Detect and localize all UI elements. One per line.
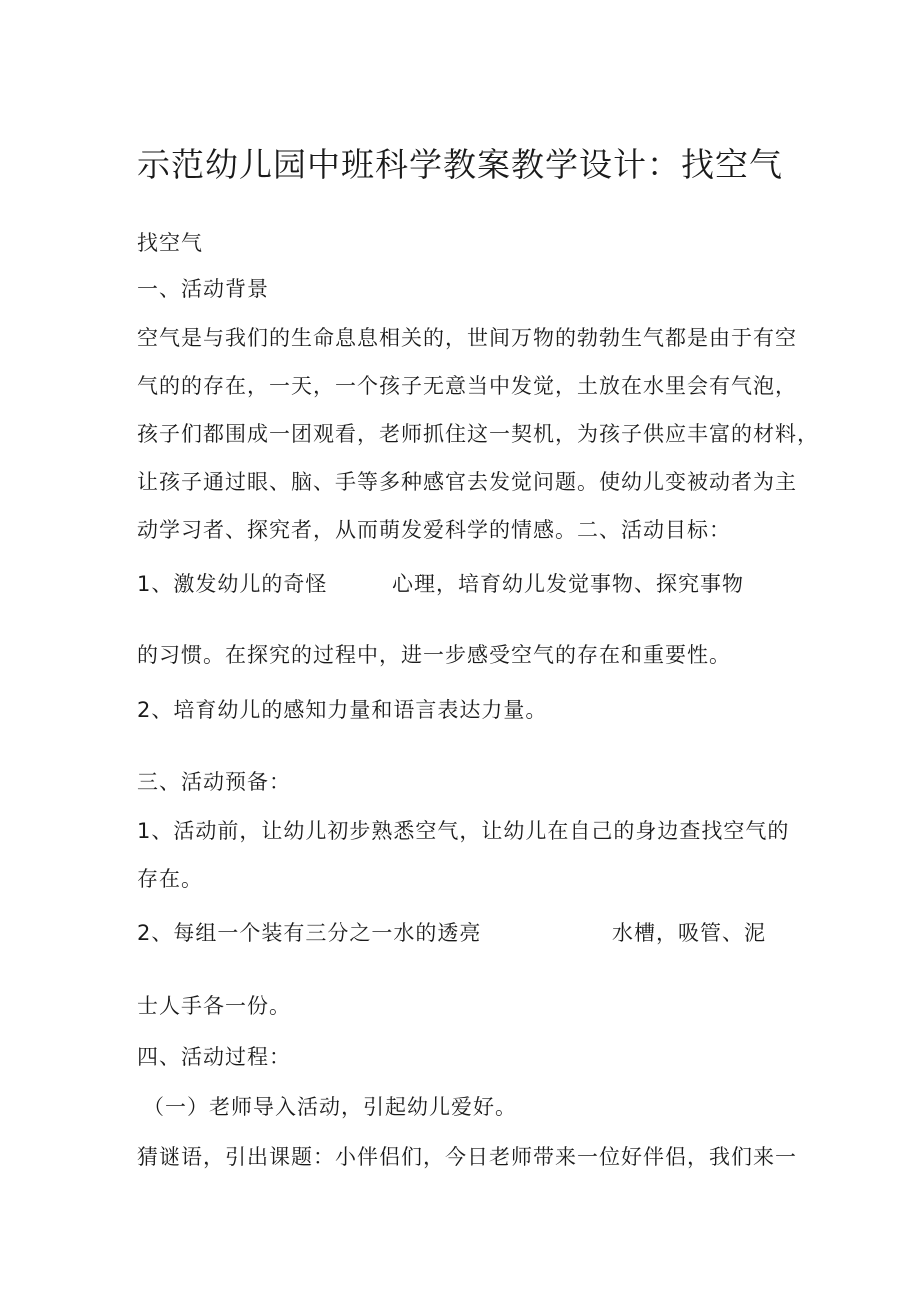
prep-2-continuation: 士人手各一份。 <box>137 994 291 1018</box>
goal-2: 2、培育幼儿的感知力量和语言表达力量。 <box>137 698 548 722</box>
document-title: 示范幼儿园中班科学教案教学设计：找空气 <box>137 145 783 184</box>
paragraph-line: 让孩子通过眼、脑、手等多种感官去发觉问题。使幼儿变被动者为主 <box>137 470 797 494</box>
section-heading-preparation: 三、活动预备： <box>137 770 291 794</box>
prep-1-line: 1、活动前，让幼儿初步熟悉空气，让幼儿在自己的身边查找空气的 <box>137 819 790 843</box>
section-heading-background: 一、活动背景 <box>137 277 269 301</box>
prep-2-part-b: 水槽，吸管、泥 <box>612 921 766 945</box>
paragraph-line: 气的的存在，一天，一个孩子无意当中发觉，土放在水里会有气泡， <box>137 374 797 398</box>
step-1-heading: （一）老师导入活动，引起幼儿爱好。 <box>143 1095 517 1119</box>
goal-1-continuation: 的习惯。在探究的过程中，进一步感受空气的存在和重要性。 <box>137 643 731 667</box>
goal-1-part-a: 1、激发幼儿的奇怪 <box>137 572 328 596</box>
paragraph-line: 空气是与我们的生命息息相关的，世间万物的勃勃生气都是由于有空 <box>137 326 797 350</box>
prep-1-continuation: 存在。 <box>137 867 203 891</box>
subtitle: 找空气 <box>137 231 203 255</box>
riddle-line: 猜谜语，引出课题：小伴侣们，今日老师带来一位好伴侣，我们来一 <box>137 1145 797 1169</box>
prep-2-part-a: 2、每组一个装有三分之一水的透亮 <box>137 921 482 945</box>
paragraph-line: 孩子们都围成一团观看，老师抓住这一契机，为孩子供应丰富的材料， <box>137 422 819 446</box>
paragraph-line: 动学习者、探究者，从而萌发爱科学的情感。二、活动目标： <box>137 518 731 542</box>
goal-1-part-b: 心理，培育幼儿发觉事物、探究事物 <box>392 572 744 596</box>
section-heading-process: 四、活动过程： <box>137 1045 291 1069</box>
